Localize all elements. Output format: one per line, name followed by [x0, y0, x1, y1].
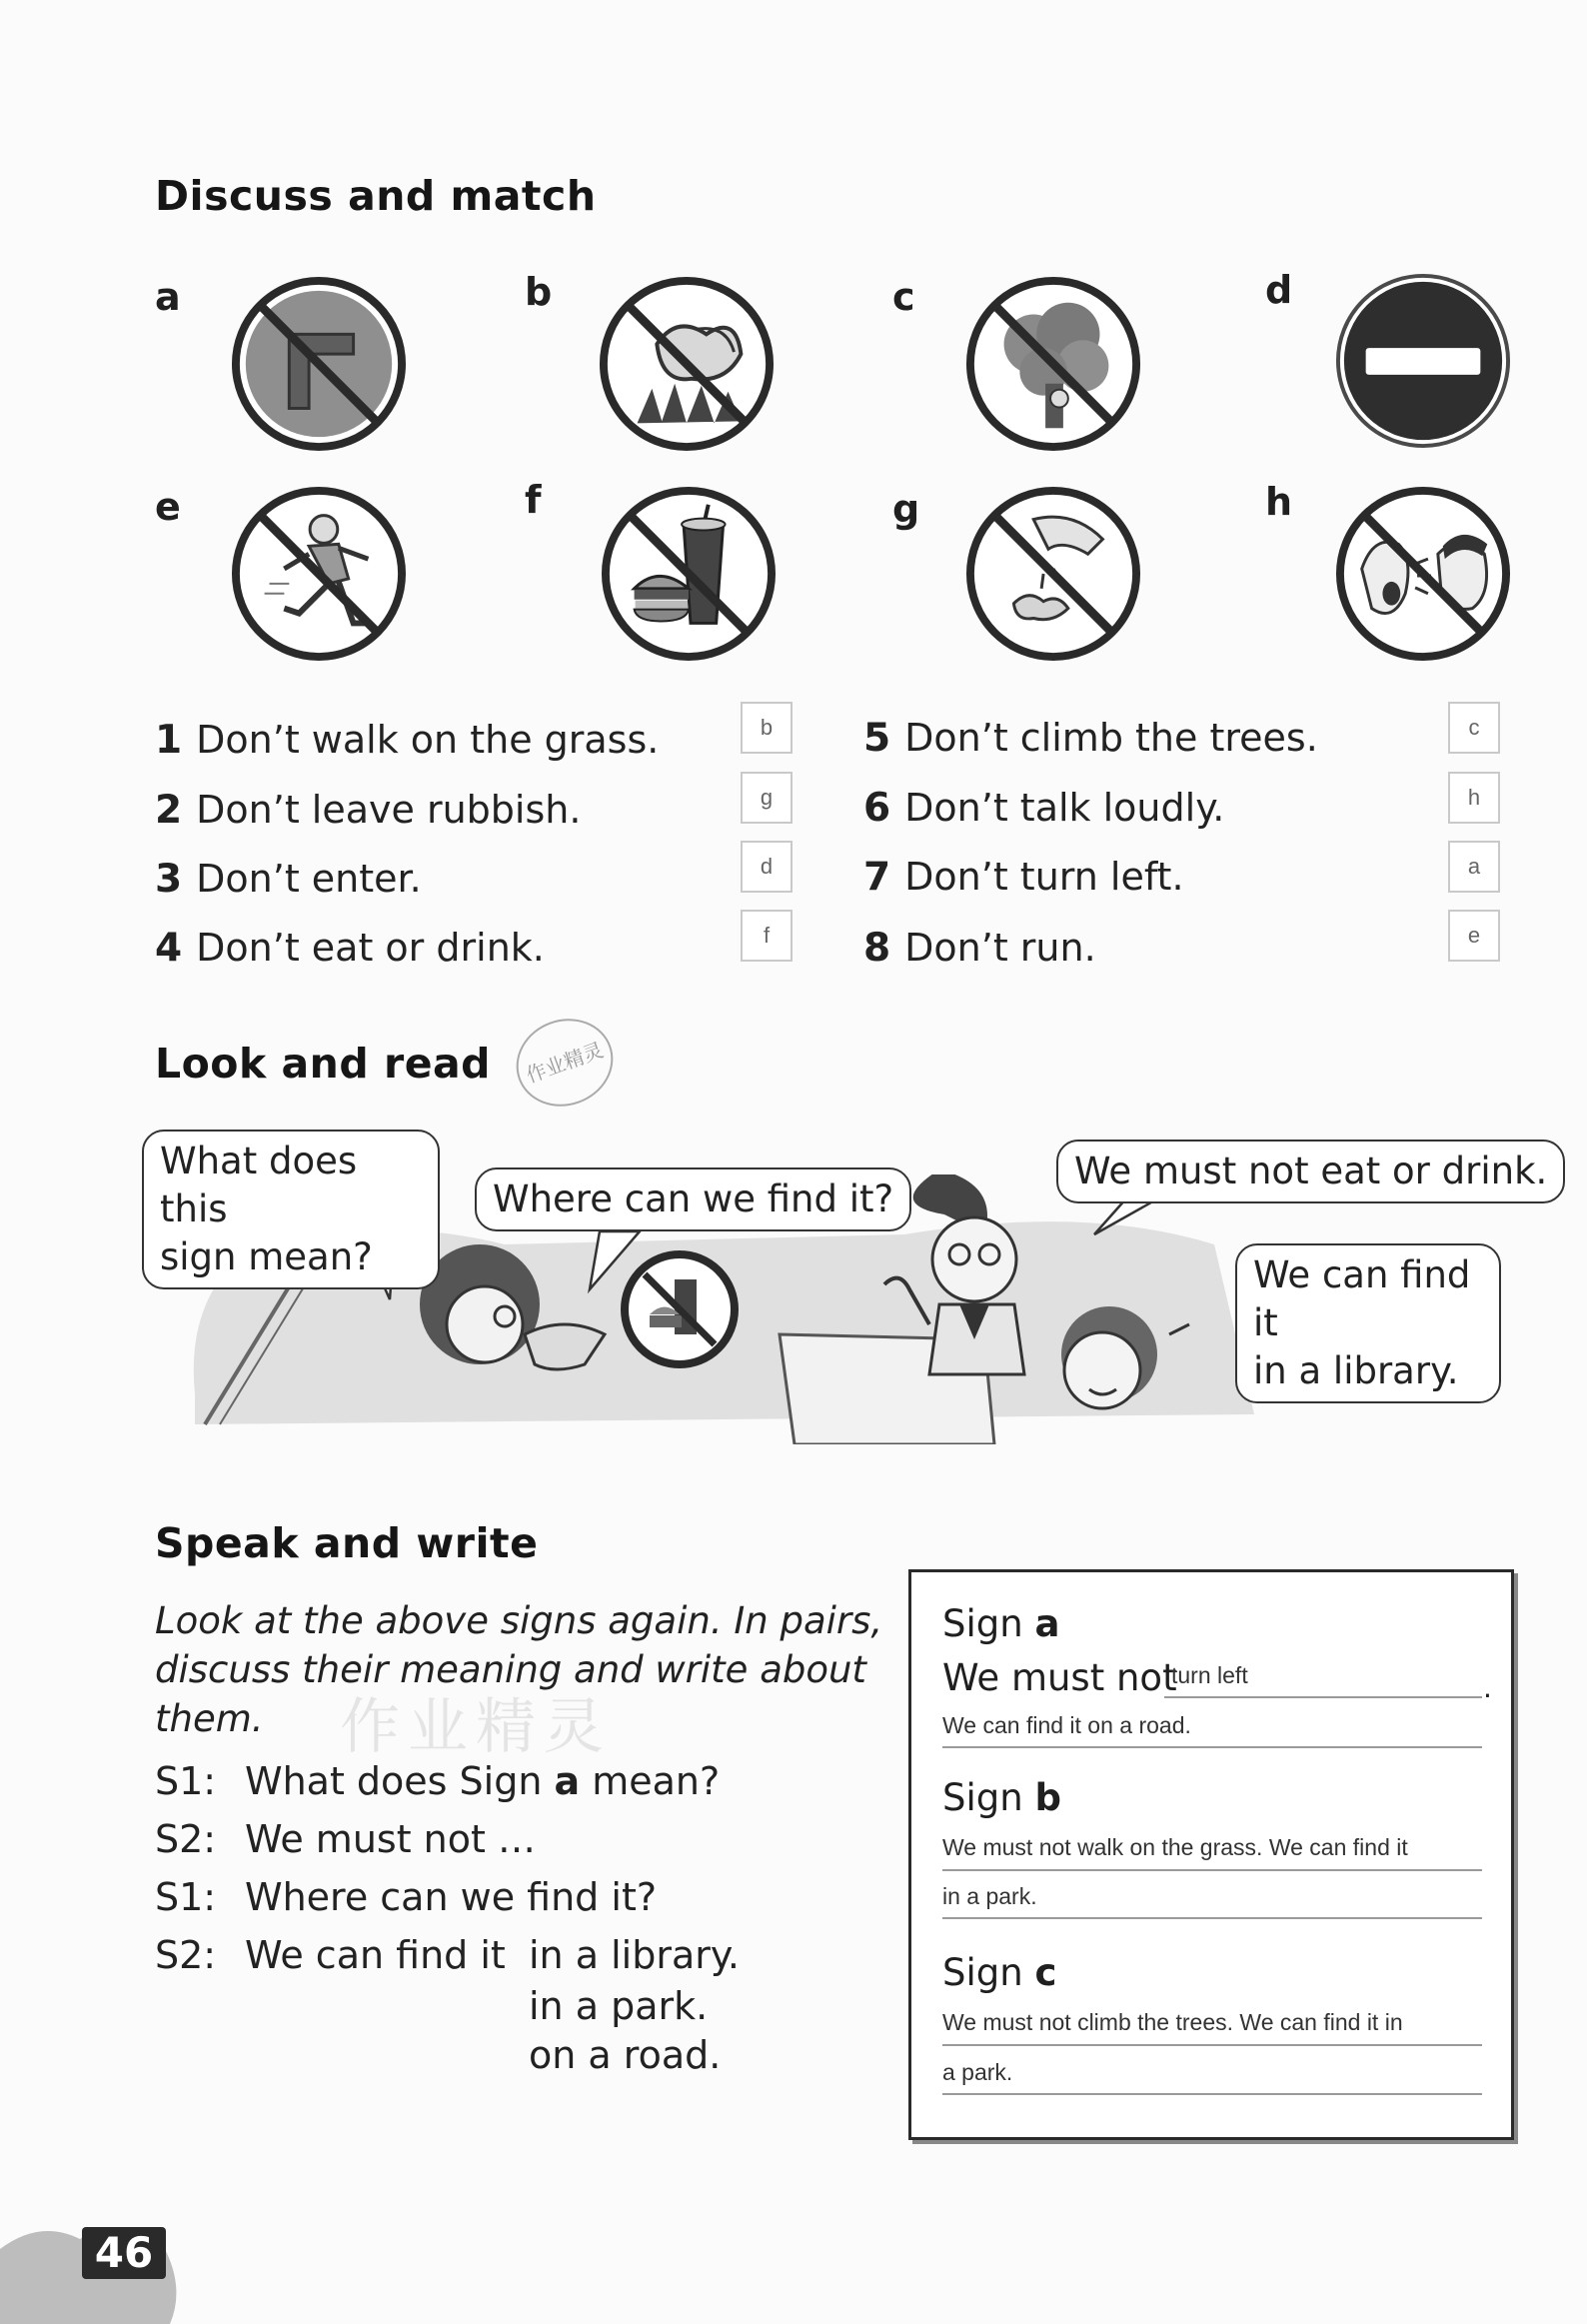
match-item-6: 6 Don’t talk loudly. [863, 786, 1225, 831]
answer-line [942, 1869, 1482, 1871]
svg-text:作业精灵: 作业精灵 [523, 1038, 607, 1088]
answer-line [942, 2044, 1482, 2046]
sign-letter-b: b [525, 270, 553, 314]
answer-line [942, 1917, 1482, 1919]
match-item-5: 5 Don’t climb the trees. [863, 716, 1318, 761]
answer-line [1164, 1696, 1482, 1698]
match-item-3: 3 Don’t enter. [155, 857, 422, 902]
watermark-text: 作业精灵 [340, 1692, 612, 1762]
answer-box-2[interactable]: g [741, 772, 793, 824]
card-sign-c-line2[interactable]: a park. [942, 2059, 1013, 2085]
sign-letter-g: g [892, 487, 920, 531]
speak-heading: Speak and write [155, 1519, 539, 1567]
speech-bubble-where-can-we-find: Where can we find it? [475, 1167, 911, 1231]
dialogue-line-1: S1: What does Sign a mean? [155, 1759, 721, 1803]
no-littering-icon [964, 485, 1142, 663]
no-left-turn-icon [230, 275, 408, 453]
card-sign-c-line1[interactable]: We must not climb the trees. We can find it in [942, 2009, 1403, 2035]
match-item-7: 7 Don’t turn left. [863, 855, 1184, 900]
place-option-road: on a road. [529, 2033, 722, 2077]
speech-bubble-find-in-library: We can find it in a library. [1235, 1243, 1501, 1403]
discuss-heading: Discuss and match [155, 172, 597, 220]
speak-instruction: Look at the above signs again. In pairs, discuss their meaning and write about them. [155, 1599, 883, 1740]
card-sign-a-title: Sign a [942, 1602, 1060, 1645]
card-sign-b-line2[interactable]: in a park. [942, 1883, 1037, 1909]
match-item-1: 1 Don’t walk on the grass. [155, 718, 660, 763]
speech-bubble-must-not-eat: We must not eat or drink. [1056, 1140, 1565, 1203]
answer-line [942, 2093, 1482, 2095]
match-item-2: 2 Don’t leave rubbish. [155, 788, 582, 833]
dialogue-line-3: S1: Where can we find it? [155, 1875, 658, 1919]
card-sign-a-prompt: We must not [942, 1656, 1177, 1699]
no-food-or-drink-icon [600, 485, 778, 663]
sign-letter-h: h [1265, 480, 1293, 524]
no-entry-icon [1334, 272, 1512, 450]
no-running-icon [230, 485, 408, 663]
dialogue-line-4: S2: We can find it [155, 1933, 506, 1977]
sign-letter-e: e [155, 485, 181, 529]
watermark-stamp [510, 1008, 620, 1118]
answer-box-5[interactable]: c [1448, 702, 1500, 754]
no-climbing-trees-icon [964, 275, 1142, 453]
answer-box-1[interactable]: b [741, 702, 793, 754]
place-option-park: in a park. [529, 1984, 709, 2028]
answer-line [942, 1746, 1482, 1748]
answer-box-6[interactable]: h [1448, 772, 1500, 824]
answer-box-7[interactable]: a [1448, 841, 1500, 893]
speech-bubble-what-does-sign-mean: What does this sign mean? [142, 1130, 440, 1289]
card-sign-a-period: . [1483, 1671, 1492, 1704]
sign-letter-f: f [525, 478, 542, 522]
look-heading: Look and read [155, 1040, 492, 1088]
match-item-4: 4 Don’t eat or drink. [155, 926, 545, 971]
answer-box-3[interactable]: d [741, 841, 793, 893]
card-sign-a-answer[interactable]: turn left [1171, 1662, 1248, 1688]
page-number: 46 [82, 2227, 166, 2279]
sign-letter-a: a [155, 275, 181, 319]
no-loud-talking-icon [1334, 485, 1512, 663]
card-sign-a-line2[interactable]: We can find it on a road. [942, 1712, 1191, 1738]
no-walking-on-grass-icon [598, 275, 776, 453]
card-sign-c-title: Sign c [942, 1951, 1057, 1994]
dialogue-line-2: S2: We must not … [155, 1817, 536, 1861]
card-sign-b-line1[interactable]: We must not walk on the grass. We can find it [942, 1834, 1408, 1860]
answer-box-4[interactable]: f [741, 910, 793, 962]
card-sign-b-title: Sign b [942, 1776, 1061, 1819]
match-item-8: 8 Don’t run. [863, 926, 1096, 971]
answer-box-8[interactable]: e [1448, 910, 1500, 962]
sign-letter-c: c [892, 275, 915, 319]
sign-letter-d: d [1265, 268, 1293, 312]
place-option-library: in a library. [529, 1933, 741, 1977]
